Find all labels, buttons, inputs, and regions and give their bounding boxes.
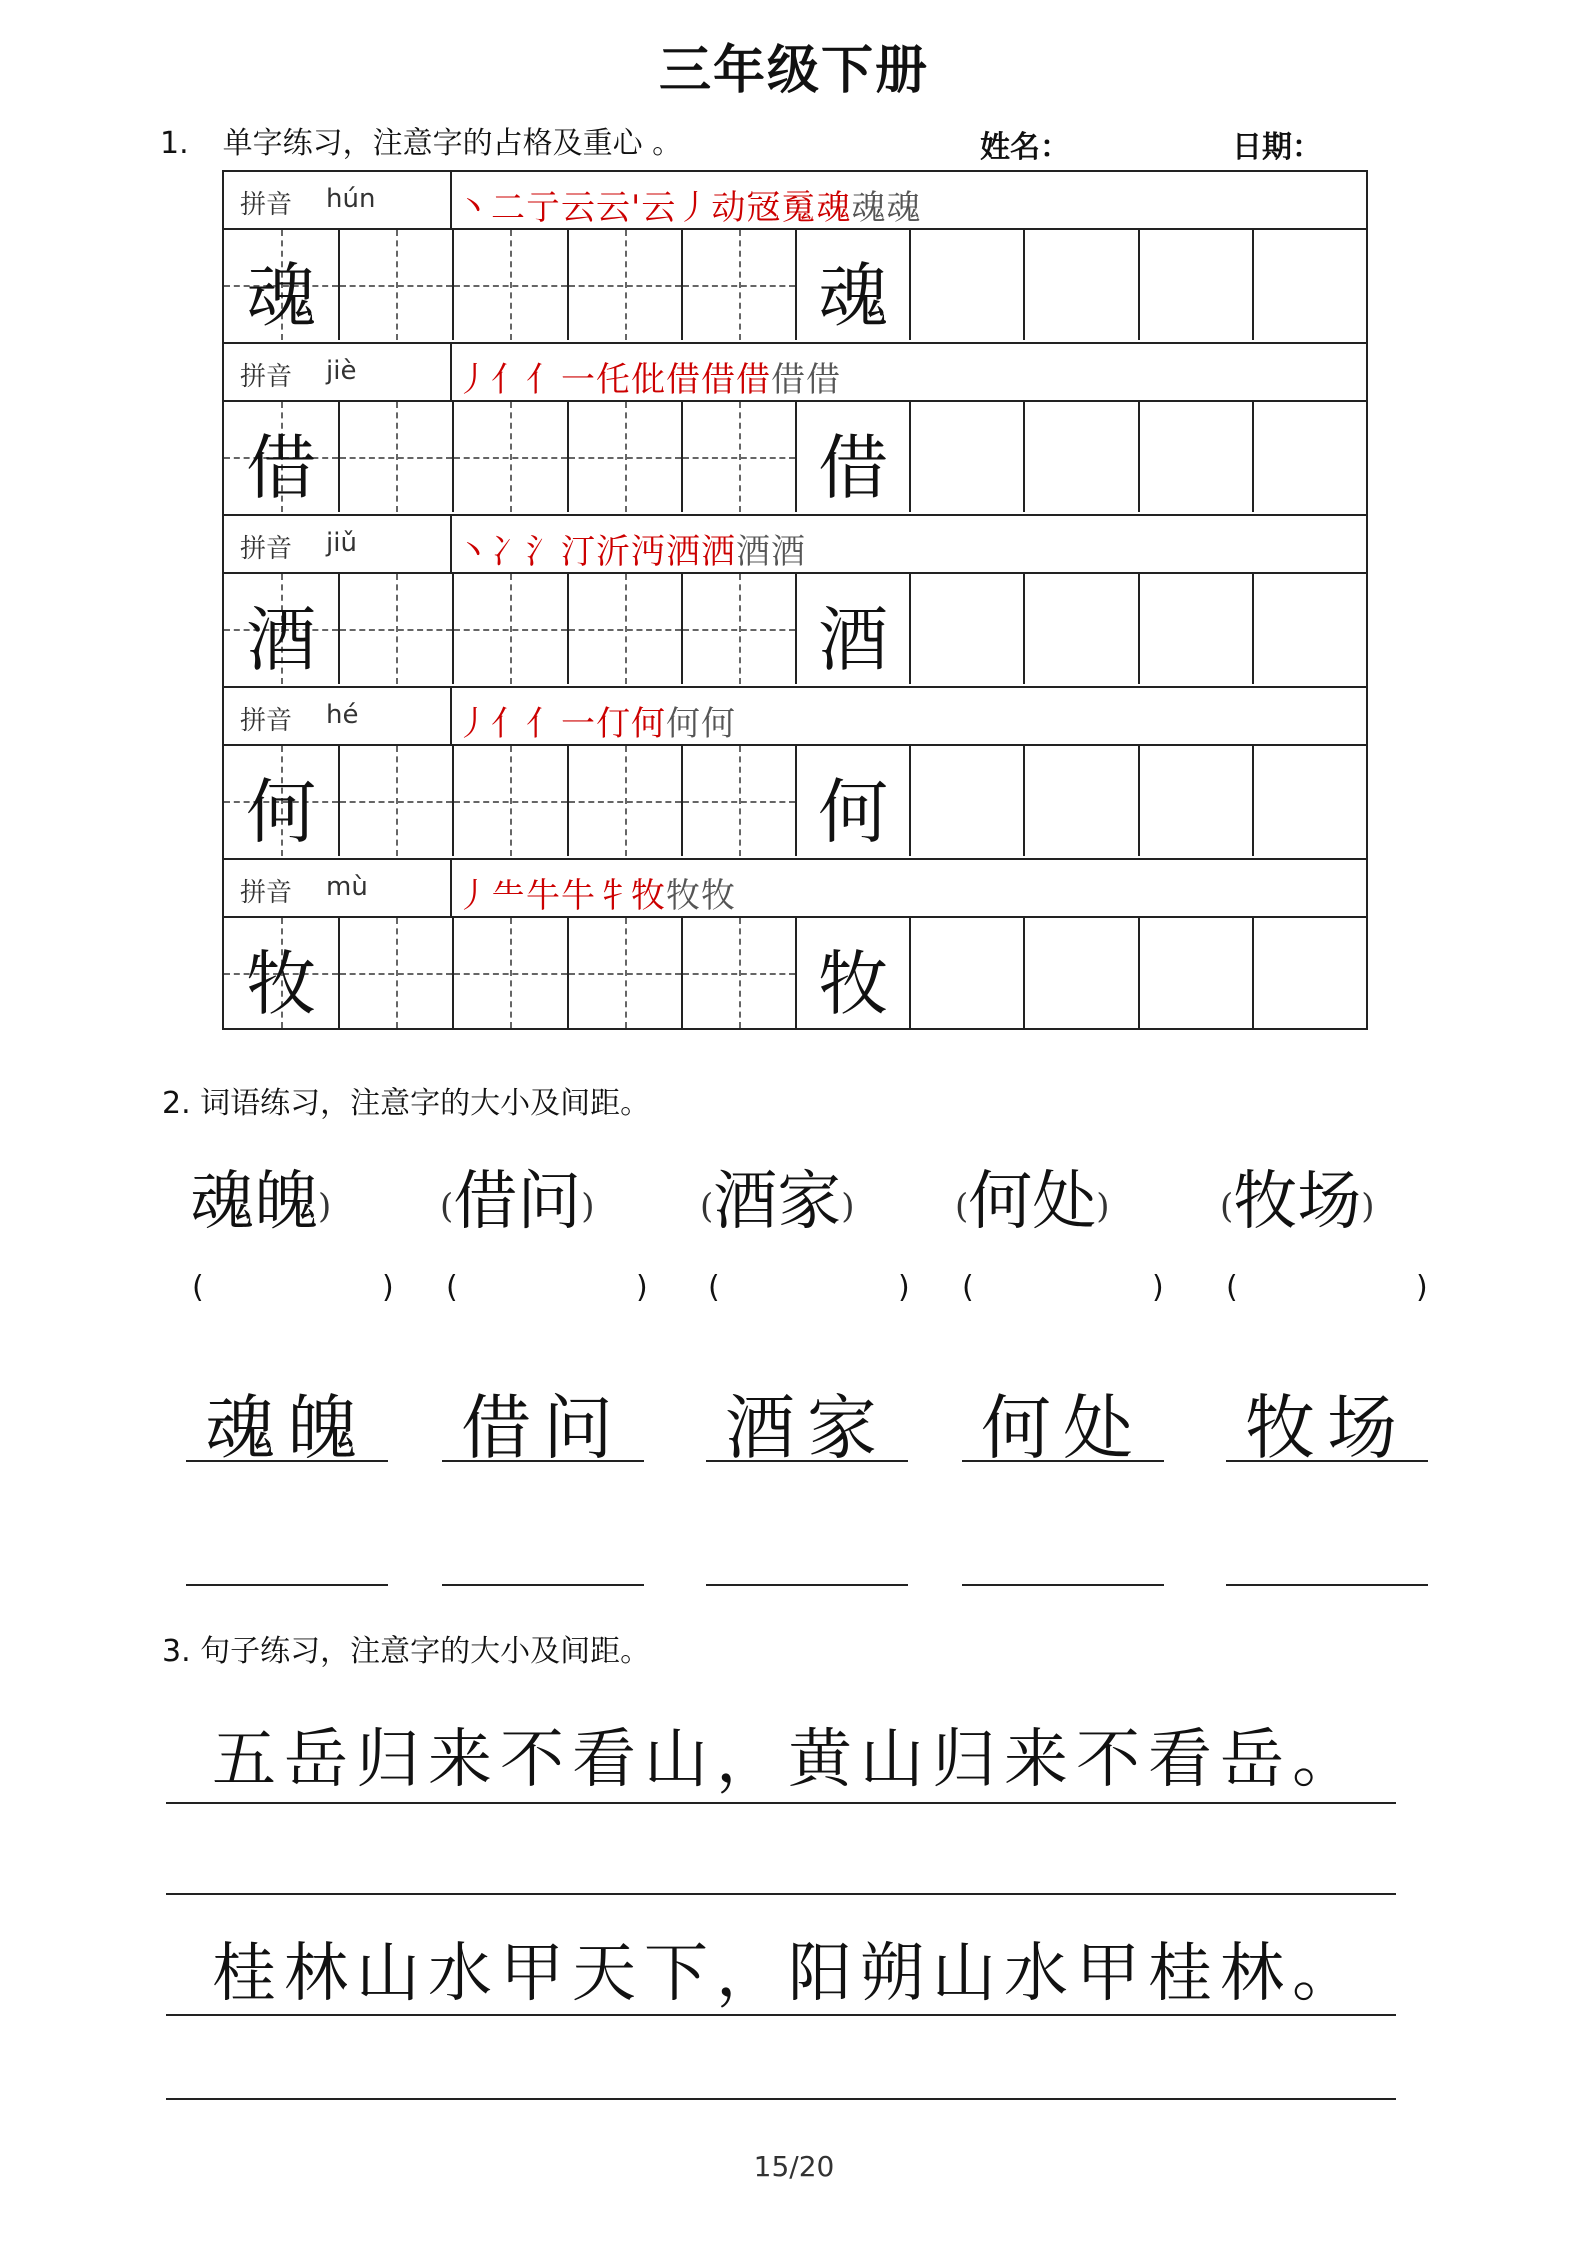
close-paren: ) <box>841 1186 855 1227</box>
word-example <box>440 1150 595 1242</box>
writing-cell[interactable] <box>1252 574 1366 684</box>
stroke-step: 丿 <box>456 360 491 400</box>
close-paren: ) <box>1361 1186 1375 1227</box>
practice-char: 借 <box>818 427 889 509</box>
section2-instruction: 2. 词语练习，注意字的大小及间距。 <box>162 1086 651 1121</box>
stroke-step: 䰟 <box>781 188 817 228</box>
writing-cell[interactable] <box>338 746 452 856</box>
writing-cell[interactable] <box>452 918 566 1028</box>
pinyin-close-paren: ) <box>1416 1270 1428 1305</box>
stroke-step: 沔 <box>631 532 666 572</box>
stroke-step: 牧 <box>631 876 666 916</box>
writing-cell[interactable] <box>452 574 566 684</box>
practice-char: 酒 <box>246 599 317 681</box>
date-label: 日期： <box>1232 130 1322 165</box>
word-trace-line[interactable] <box>706 1372 908 1469</box>
word-tracing-row <box>0 1372 1588 1472</box>
word-blank-line[interactable] <box>1226 1584 1428 1586</box>
stroke-step: 亍 <box>526 188 561 228</box>
stroke-step: 酒 <box>736 532 771 572</box>
sentence-text: 五岳归来不看山，黄山归来不看岳。 <box>212 1723 1364 1797</box>
stroke-step: 汀 <box>561 532 596 572</box>
word-text: 酒家 <box>713 1165 842 1239</box>
writing-cell[interactable] <box>1252 230 1366 340</box>
stroke-step: 魂 <box>816 188 852 228</box>
stroke-step: ⺧ <box>491 876 526 916</box>
practice-char: 借 <box>246 427 317 509</box>
stroke-step: 氵 <box>526 532 561 572</box>
word-trace-line[interactable] <box>962 1372 1164 1469</box>
writing-row <box>222 228 1368 342</box>
section1-heading <box>160 118 682 162</box>
stroke-step: 牛 <box>526 876 561 916</box>
writing-cell[interactable] <box>567 230 681 340</box>
stroke-step: 丶 <box>456 188 491 228</box>
stroke-step: 魂 <box>886 188 922 228</box>
stroke-step: 仳 <box>631 360 666 400</box>
writing-cell[interactable] <box>681 574 795 684</box>
practice-char: 酒 <box>818 599 889 681</box>
sentence-trace-line[interactable] <box>166 2014 1396 2016</box>
word-trace-line[interactable] <box>1226 1372 1428 1469</box>
word-text: 借问 <box>453 1165 582 1239</box>
writing-cell[interactable] <box>567 402 681 512</box>
word-blank-line[interactable] <box>442 1584 644 1586</box>
stroke-step: 云丿 <box>641 188 712 228</box>
pinyin-open-paren: ( <box>446 1270 458 1305</box>
stroke-order <box>456 868 736 917</box>
pinyin-open-paren: ( <box>962 1270 974 1305</box>
writing-cell[interactable] <box>1138 402 1252 512</box>
word-example <box>1220 1150 1375 1242</box>
stroke-step: 牜 <box>596 876 631 916</box>
writing-row <box>222 572 1368 686</box>
word-example <box>700 1150 855 1242</box>
writing-cell[interactable] <box>1252 746 1366 856</box>
writing-cell[interactable] <box>1252 402 1366 512</box>
word-trace-text: 魂魄 <box>205 1387 369 1469</box>
writing-cell[interactable] <box>1023 746 1137 856</box>
stroke-step: 牛 <box>561 876 596 916</box>
pinyin-value: jiè <box>326 356 357 386</box>
writing-cell[interactable] <box>1138 918 1252 1028</box>
writing-cell[interactable] <box>1023 230 1137 340</box>
writing-cell[interactable] <box>1252 918 1366 1028</box>
stroke-step: 动 <box>711 188 747 228</box>
model-char-cell <box>224 746 338 856</box>
pinyin-label: 拼音 <box>240 878 293 908</box>
pinyin-row <box>222 514 1368 572</box>
pinyin-row <box>222 170 1368 228</box>
practice-char: 牧 <box>818 943 889 1025</box>
model-char-cell <box>224 402 338 512</box>
stroke-step: 丿 <box>456 876 491 916</box>
stroke-step: 亻 <box>491 704 526 744</box>
stroke-step: 丶 <box>456 532 491 572</box>
word-blank-line[interactable] <box>962 1584 1164 1586</box>
word-blank-line[interactable] <box>186 1584 388 1586</box>
writing-cell[interactable] <box>567 918 681 1028</box>
open-paren: ( <box>955 1186 969 1227</box>
word-text: 魂魄 <box>190 1165 318 1239</box>
pinyin-open-paren: ( <box>1226 1270 1238 1305</box>
writing-cell[interactable] <box>909 746 1023 856</box>
page-number: 15/20 <box>753 2150 835 2183</box>
stroke-step: 仛 <box>596 360 631 400</box>
word-examples-row <box>0 1150 1588 1239</box>
pinyin-open-paren: ( <box>192 1270 204 1305</box>
writing-cell[interactable] <box>909 402 1023 512</box>
writing-row <box>222 916 1368 1030</box>
writing-row <box>222 400 1368 514</box>
pinyin-close-paren: ) <box>382 1270 394 1305</box>
word-blank-line[interactable] <box>706 1584 908 1586</box>
stroke-order <box>456 180 921 229</box>
stroke-step: 牧 <box>701 876 736 916</box>
writing-cell[interactable] <box>1138 230 1252 340</box>
writing-cell[interactable] <box>1138 746 1252 856</box>
page-title: 三年级下册 <box>658 41 929 101</box>
pinyin-close-paren: ) <box>898 1270 910 1305</box>
pinyin-value: mù <box>326 872 368 902</box>
pinyin-row <box>222 686 1368 744</box>
stroke-step: 沂 <box>596 532 631 572</box>
writing-cell[interactable] <box>681 402 795 512</box>
word-trace-text: 借问 <box>461 1387 625 1469</box>
section3-instruction: 3. 句子练习，注意字的大小及间距。 <box>162 1634 651 1669</box>
writing-cell[interactable] <box>909 918 1023 1028</box>
open-paren: ( <box>700 1186 714 1227</box>
word-trace-text: 何处 <box>981 1387 1145 1469</box>
pinyin-value: hún <box>326 184 376 214</box>
writing-cell[interactable] <box>1023 918 1137 1028</box>
model-char-cell <box>224 574 338 684</box>
pinyin-paren-row <box>0 1270 1588 1310</box>
word-trace-line[interactable] <box>442 1372 644 1469</box>
writing-cell[interactable] <box>338 918 452 1028</box>
stroke-step: 㓂 <box>746 188 782 228</box>
writing-cell[interactable] <box>567 574 681 684</box>
stroke-step: 洒 <box>701 532 736 572</box>
name-label: 姓名： <box>980 130 1070 165</box>
open-paren: ( <box>1220 1186 1234 1227</box>
stroke-order <box>456 352 841 401</box>
model-char-cell <box>224 230 338 340</box>
stroke-step: 何 <box>631 704 666 744</box>
stroke-step: 仃 <box>596 704 631 744</box>
pinyin-row <box>222 342 1368 400</box>
stroke-step: 牧 <box>666 876 701 916</box>
writing-cell[interactable] <box>1023 402 1137 512</box>
stroke-order <box>456 696 736 745</box>
pinyin-label: 拼音 <box>240 362 293 392</box>
stroke-step: 冫 <box>491 532 526 572</box>
pinyin-value: jiǔ <box>326 528 357 558</box>
word-trace-line[interactable] <box>186 1372 388 1469</box>
writing-row <box>222 744 1368 858</box>
writing-cell[interactable] <box>909 230 1023 340</box>
writing-cell[interactable] <box>1023 574 1137 684</box>
word-text: 何处 <box>968 1165 1097 1239</box>
pinyin-open-paren: ( <box>708 1270 720 1305</box>
writing-cell[interactable] <box>338 230 452 340</box>
word-example <box>190 1150 331 1242</box>
character-practice-grid <box>222 170 1368 1030</box>
stroke-step: 魂 <box>851 188 887 228</box>
writing-cell[interactable] <box>1138 574 1252 684</box>
stroke-step: 亻 <box>491 360 526 400</box>
pinyin-label: 拼音 <box>240 190 293 220</box>
stroke-step: 借 <box>771 360 806 400</box>
writing-cell[interactable] <box>681 230 795 340</box>
practice-char: 何 <box>246 771 317 853</box>
stroke-step: 云' <box>596 188 642 228</box>
open-paren: ( <box>440 1186 454 1227</box>
sentence-blank-line[interactable] <box>166 1893 1396 1895</box>
close-paren: ) <box>1096 1186 1110 1227</box>
stroke-step: 借 <box>806 360 841 400</box>
sentence-blank-line[interactable] <box>166 2098 1396 2100</box>
model-char-cell <box>224 918 338 1028</box>
stroke-step: 二 <box>491 188 526 228</box>
sentence-text: 桂林山水甲天下，阳朔山水甲桂林。 <box>212 1937 1364 2011</box>
trace-char-cell <box>795 230 909 340</box>
practice-char: 何 <box>818 771 889 853</box>
writing-cell[interactable] <box>681 746 795 856</box>
writing-cell[interactable] <box>452 746 566 856</box>
stroke-step: 何 <box>701 704 736 744</box>
pinyin-close-paren: ) <box>636 1270 648 1305</box>
stroke-step: 借 <box>736 360 771 400</box>
stroke-step: 丿 <box>456 704 491 744</box>
writing-cell[interactable] <box>338 574 452 684</box>
stroke-order <box>456 524 806 573</box>
practice-char: 魂 <box>246 255 317 337</box>
word-text: 牧场 <box>1233 1165 1362 1239</box>
close-paren: ) <box>581 1186 595 1227</box>
section1-number: 1. <box>160 126 189 161</box>
trace-char-cell <box>795 746 909 856</box>
pinyin-close-paren: ) <box>1152 1270 1164 1305</box>
pinyin-value: hé <box>326 700 359 730</box>
trace-char-cell <box>795 402 909 512</box>
pinyin-label: 拼音 <box>240 706 293 736</box>
writing-cell[interactable] <box>567 746 681 856</box>
practice-char: 牧 <box>246 943 317 1025</box>
trace-char-cell <box>795 574 909 684</box>
writing-cell[interactable] <box>338 402 452 512</box>
writing-cell[interactable] <box>452 402 566 512</box>
trace-char-cell <box>795 918 909 1028</box>
writing-cell[interactable] <box>452 230 566 340</box>
pinyin-row <box>222 858 1368 916</box>
stroke-step: 借 <box>701 360 736 400</box>
close-paren: ) <box>318 1186 332 1227</box>
section1-instruction: 单字练习，注意字的占格及重心 。 <box>222 126 683 161</box>
pinyin-label: 拼音 <box>240 534 293 564</box>
stroke-step: 洒 <box>666 532 701 572</box>
word-trace-text: 酒家 <box>725 1387 889 1469</box>
stroke-step: 酒 <box>771 532 806 572</box>
stroke-step: 亻一 <box>526 704 596 744</box>
writing-cell[interactable] <box>909 574 1023 684</box>
stroke-step: 亻一 <box>526 360 596 400</box>
word-trace-text: 牧场 <box>1245 1387 1409 1469</box>
stroke-step: 云 <box>561 188 596 228</box>
stroke-step: 何 <box>666 704 701 744</box>
practice-char: 魂 <box>818 255 889 337</box>
stroke-step: 借 <box>666 360 701 400</box>
sentence-trace-line[interactable] <box>166 1802 1396 1804</box>
word-example <box>955 1150 1110 1242</box>
writing-cell[interactable] <box>681 918 795 1028</box>
